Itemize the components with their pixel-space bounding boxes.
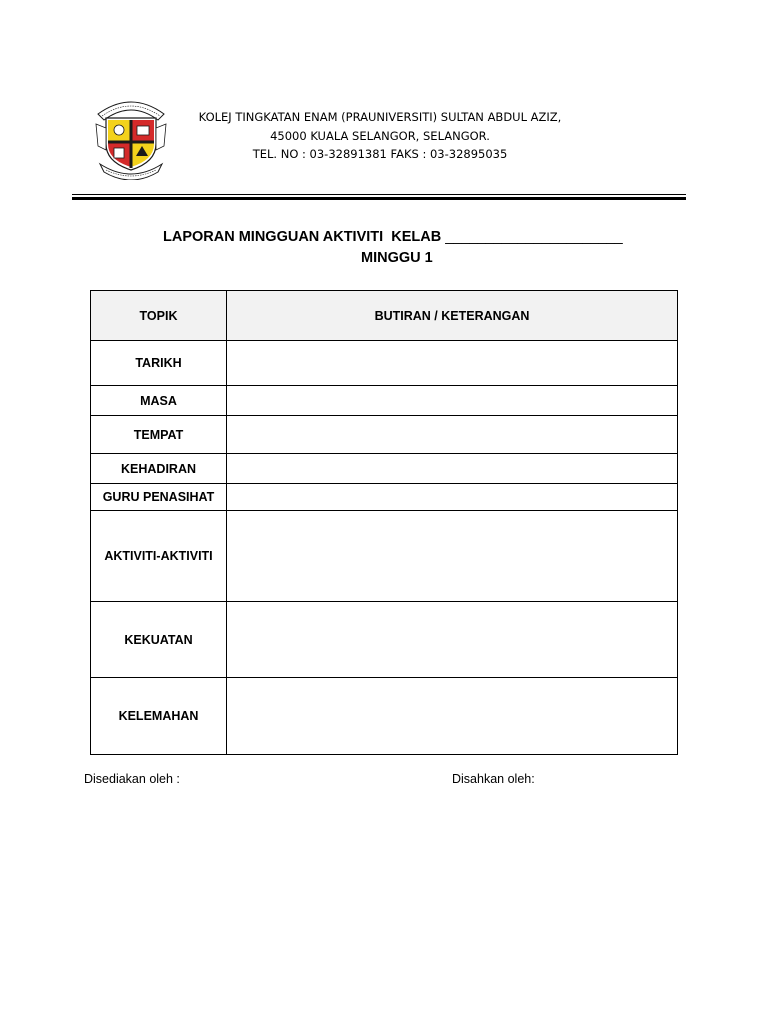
header-divider (72, 197, 686, 200)
table-row (91, 678, 678, 755)
header-detail: BUTIRAN / KETERANGAN (227, 291, 678, 341)
prepared-by-label: Disediakan oleh : (84, 772, 180, 786)
row-label: MASA (91, 386, 227, 416)
row-detail (227, 602, 678, 678)
row-label: GURU PENASIHAT (91, 484, 227, 511)
row-detail (227, 678, 678, 755)
row-label: TARIKH (91, 341, 227, 386)
header-topic: TOPIK (91, 291, 227, 341)
table-header-row (91, 291, 678, 341)
table-row (91, 602, 678, 678)
table-row (91, 484, 678, 511)
school-contact: TEL. NO : 03-32891381 FAKS : 03-32895035 (252, 147, 508, 161)
table-row (91, 454, 678, 484)
report-title (163, 229, 623, 245)
school-address: 45000 KUALA SELANGOR, SELANGOR. (270, 128, 490, 143)
table-row (91, 511, 678, 602)
club-name-blank: ______________________ (445, 229, 623, 245)
row-label: KELEMAHAN (91, 678, 227, 755)
row-detail (227, 511, 678, 602)
row-label: AKTIVITI-AKTIVITI (91, 511, 227, 602)
row-label: KEKUATAN (91, 602, 227, 678)
row-detail (227, 484, 678, 511)
row-label: TEMPAT (91, 416, 227, 454)
table-row (91, 416, 678, 454)
table-row (91, 386, 678, 416)
row-label: KEHADIRAN (91, 454, 227, 484)
row-detail (227, 386, 678, 416)
table-row (91, 341, 678, 386)
school-crest-icon (92, 94, 170, 180)
approved-by-label: Disahkan oleh: (452, 772, 535, 786)
header-divider-thin (72, 194, 686, 195)
school-header (190, 108, 570, 164)
row-detail (227, 341, 678, 386)
report-title-text: LAPORAN MINGGUAN AKTIVITI KELAB (163, 229, 442, 245)
report-week: MINGGU 1 (361, 250, 433, 266)
report-table (90, 290, 678, 755)
school-name: KOLEJ TINGKATAN ENAM (PRAUNIVERSITI) SULTAN ABDUL AZIZ, (198, 110, 562, 124)
row-detail (227, 416, 678, 454)
row-detail (227, 454, 678, 484)
